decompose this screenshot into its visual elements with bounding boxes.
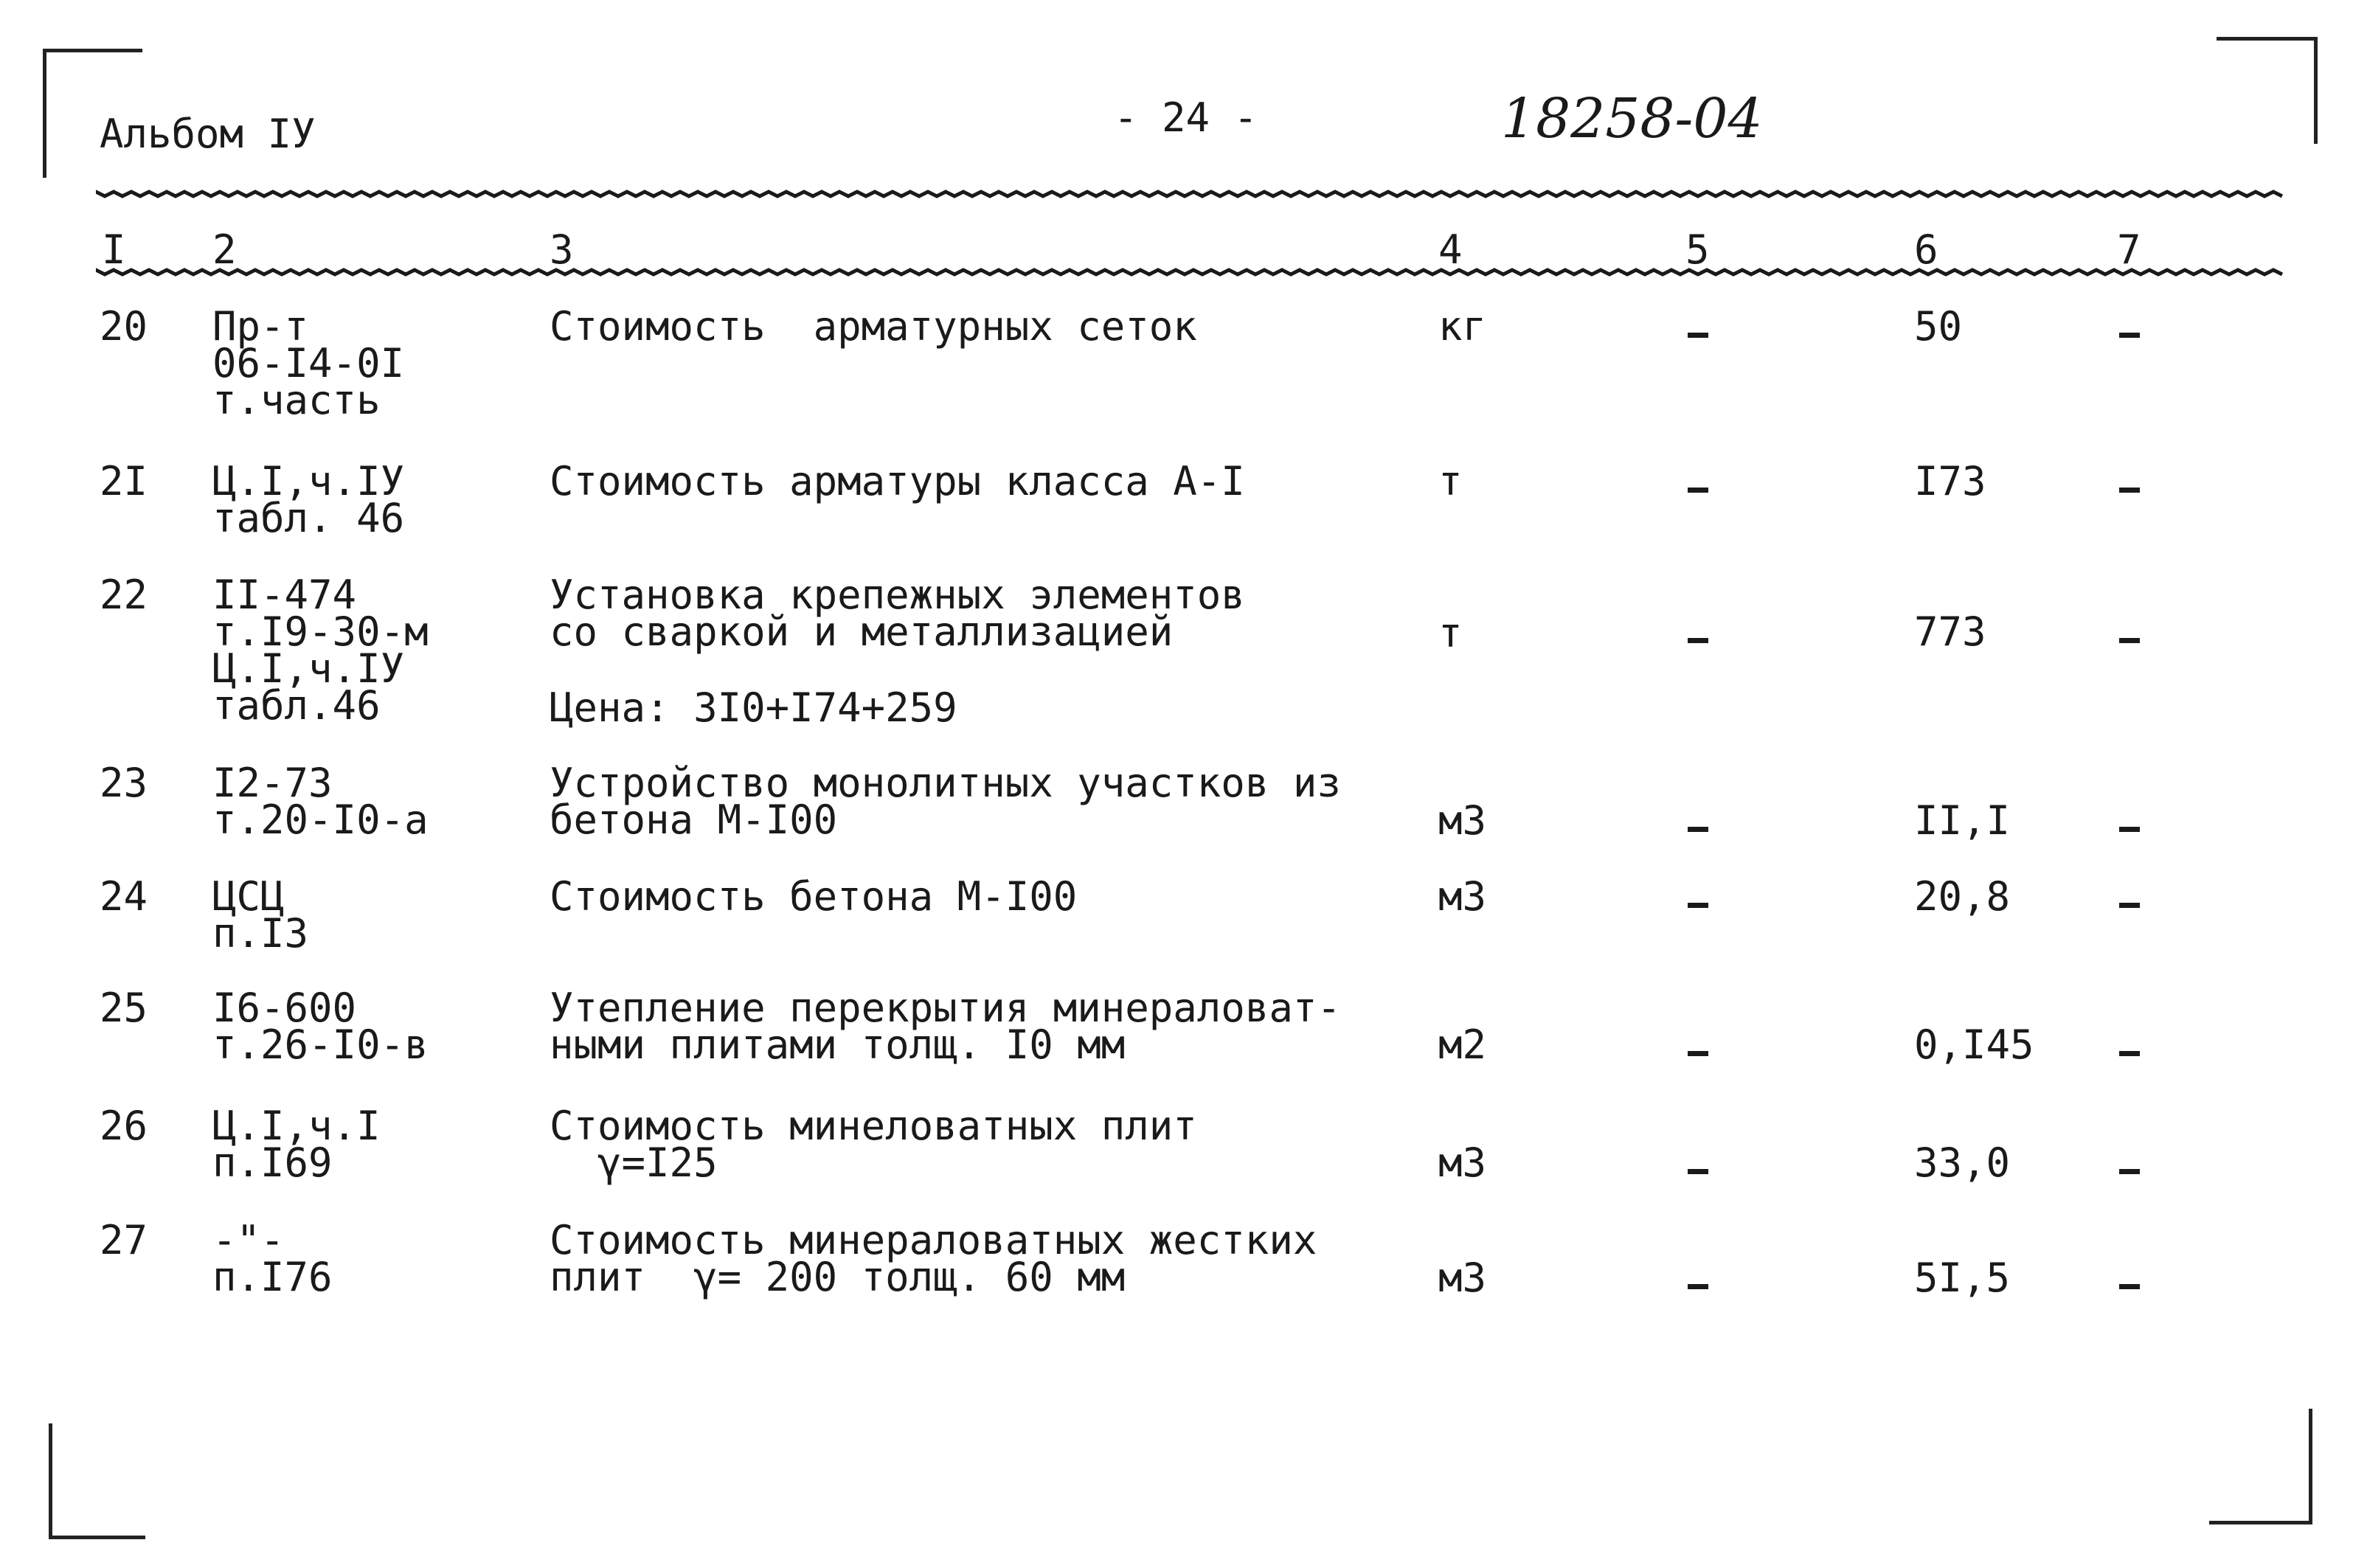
empty-dash-col5 — [1688, 903, 1708, 908]
empty-dash-col5 — [1688, 1284, 1708, 1289]
description-cell: Стоимость минеловатных плит γ=I25 — [550, 1103, 1197, 1186]
page-number: - 24 - — [1114, 94, 1258, 141]
empty-dash-col7 — [2119, 1051, 2140, 1056]
empty-dash-col5 — [1688, 638, 1708, 643]
column-header-7: 7 — [2117, 226, 2141, 273]
empty-dash-col5 — [1688, 1051, 1708, 1056]
column-header-4: 4 — [1438, 226, 1463, 273]
description-cell: Устройство монолитных участков из бетона М-I00 — [550, 760, 1341, 843]
header-rule — [96, 187, 2287, 201]
column-header-2: 2 — [212, 226, 237, 273]
reference-cell: II-474 т.I9-30-м Ц.I,ч.IУ табл.46 — [212, 572, 429, 729]
quantity-cell: 5I,5 — [1914, 1255, 2011, 1301]
row-number: 2I — [100, 458, 148, 504]
document-number: 18258-04 — [1501, 87, 1763, 150]
description-cell: Стоимость бетона М-I00 — [550, 873, 1078, 920]
price-note: Цена: 3I0+I74+259 — [550, 684, 957, 731]
empty-dash-col7 — [2119, 1169, 2140, 1174]
unit-cell: м2 — [1438, 1021, 1487, 1068]
row-number: 27 — [100, 1217, 148, 1263]
empty-dash-col5 — [1688, 1169, 1708, 1174]
column-header-3: 3 — [550, 226, 574, 273]
quantity-cell: II,I — [1914, 797, 2011, 844]
column-header-rule — [96, 265, 2287, 280]
quantity-cell: I73 — [1914, 458, 1986, 504]
empty-dash-col7 — [2119, 333, 2140, 338]
empty-dash-col7 — [2119, 827, 2140, 832]
corner-mark-top-right — [2217, 37, 2318, 144]
description-cell: Установка крепежных элементов со сваркой и металлизацией — [550, 572, 1245, 655]
row-number: 24 — [100, 873, 148, 920]
empty-dash-col7 — [2119, 638, 2140, 643]
reference-cell: ЦСЦ п.I3 — [212, 873, 309, 957]
reference-cell: Ц.I,ч.IУ табл. 46 — [212, 458, 405, 541]
description-cell: Стоимость арматурных сеток — [550, 303, 1197, 350]
unit-cell: м3 — [1438, 1255, 1487, 1301]
reference-cell: -"- п.I76 — [212, 1217, 333, 1300]
empty-dash-col5 — [1688, 333, 1708, 338]
description-cell: Стоимость арматуры класса А-I — [550, 458, 1245, 504]
empty-dash-col5 — [1688, 827, 1708, 832]
empty-dash-col7 — [2119, 488, 2140, 493]
quantity-cell: 33,0 — [1914, 1139, 2011, 1186]
reference-cell: Пр-т 06-I4-0I т.часть — [212, 303, 405, 423]
empty-dash-col5 — [1688, 488, 1708, 493]
row-number: 25 — [100, 985, 148, 1031]
quantity-cell: 773 — [1914, 608, 1986, 655]
quantity-cell: 50 — [1914, 303, 1963, 350]
reference-cell: I2-73 т.20-I0-а — [212, 760, 429, 843]
unit-cell: т — [1438, 610, 1463, 656]
column-header-6: 6 — [1914, 226, 1938, 273]
description-cell: Утепление перекрытия минераловат- ными плитами толщ. I0 мм — [550, 985, 1341, 1068]
quantity-cell: 20,8 — [1914, 873, 2011, 920]
album-label: Альбом IУ — [100, 111, 316, 157]
quantity-cell: 0,I45 — [1914, 1021, 2034, 1068]
unit-cell: кг — [1438, 303, 1487, 350]
empty-dash-col7 — [2119, 1284, 2140, 1289]
reference-cell: I6-600 т.26-I0-в — [212, 985, 429, 1068]
corner-mark-bottom-right — [2209, 1409, 2312, 1524]
row-number: 20 — [100, 303, 148, 350]
corner-mark-bottom-left — [49, 1423, 145, 1539]
description-cell: Стоимость минераловатных жестких плит γ= 200 толщ. 60 мм — [550, 1217, 1317, 1300]
empty-dash-col7 — [2119, 903, 2140, 908]
row-number: 22 — [100, 572, 148, 618]
unit-cell: м3 — [1438, 797, 1487, 844]
row-number: 23 — [100, 760, 148, 806]
column-header-5: 5 — [1685, 226, 1710, 273]
unit-cell: м3 — [1438, 873, 1487, 920]
row-number: 26 — [100, 1103, 148, 1149]
column-header-1: I — [102, 226, 126, 273]
reference-cell: Ц.I,ч.I п.I69 — [212, 1103, 381, 1186]
unit-cell: т — [1438, 458, 1463, 504]
unit-cell: м3 — [1438, 1139, 1487, 1186]
